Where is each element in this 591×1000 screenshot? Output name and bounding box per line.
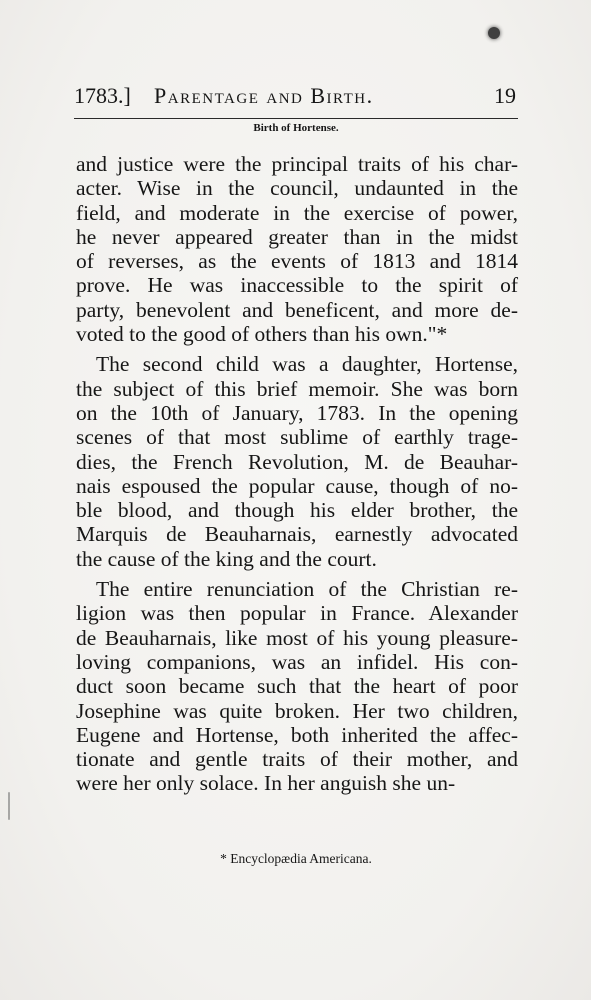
text-line: of reverses, as the events of 1813 and 1814 [76, 249, 518, 274]
paragraph [76, 152, 518, 346]
text-line: field, and moderate in the exercise of power, [76, 200, 518, 225]
paragraph [76, 352, 518, 571]
text-line: Josephine was quite broken. Her two children, [76, 698, 518, 723]
body-text [76, 152, 518, 796]
ink-speck [488, 27, 500, 39]
text-line: prove. He was inaccessible to the spirit of [76, 273, 518, 298]
text-line: were her only solace. In her anguish she un- [76, 771, 456, 796]
text-line: de Beauharnais, like most of his young pleasure- [76, 625, 518, 650]
text-line: and justice were the principal traits of his char- [76, 152, 518, 176]
text-line: voted to the good of others than his own."* [76, 322, 448, 347]
running-header-year: 1783.] [74, 83, 131, 108]
running-header-title: Parentage and Birth. [154, 83, 374, 108]
text-line: scenes of that most sublime of earthly trage- [76, 425, 518, 450]
text-line: dies, the French Revolution, M. de Beauhar- [76, 449, 518, 474]
text-line: the subject of this brief memoir. She was born [76, 376, 518, 401]
text-line: loving companions, was an infidel. His con- [76, 649, 518, 674]
text-line: he never appeared greater than in the midst [76, 224, 518, 249]
text-line: Marquis de Beauharnais, earnestly advocated [76, 522, 518, 547]
text-line: the cause of the king and the court. [76, 546, 377, 571]
text-line: nais espoused the popular cause, though of no- [76, 473, 518, 498]
text-line: acter. Wise in the council, undaunted in the [76, 176, 518, 201]
text-line: Eugene and Hortense, both inherited the affec- [76, 722, 518, 747]
text-line: The entire renunciation of the Christian re- [96, 577, 518, 602]
text-line: tionate and gentle traits of their mother, and [76, 747, 518, 772]
text-line: The second child was a daughter, Hortense, [96, 352, 518, 377]
footnote: * Encyclopædia Americana. [220, 851, 372, 866]
text-line: on the 10th of January, 1783. In the opening [76, 400, 518, 425]
text-line: party, benevolent and beneficent, and more de- [76, 297, 518, 322]
text-line: duct soon became such that the heart of poor [76, 674, 518, 699]
header-rule [74, 118, 518, 119]
text-line: ble blood, and though his elder brother, the [76, 498, 518, 523]
paper-mark [8, 792, 10, 820]
section-subhead: Birth of Hortense. [253, 122, 339, 134]
page-number: 19 [494, 83, 516, 108]
running-header [74, 80, 518, 112]
text-line: ligion was then popular in France. Alexander [76, 601, 518, 626]
paragraph [76, 577, 518, 796]
